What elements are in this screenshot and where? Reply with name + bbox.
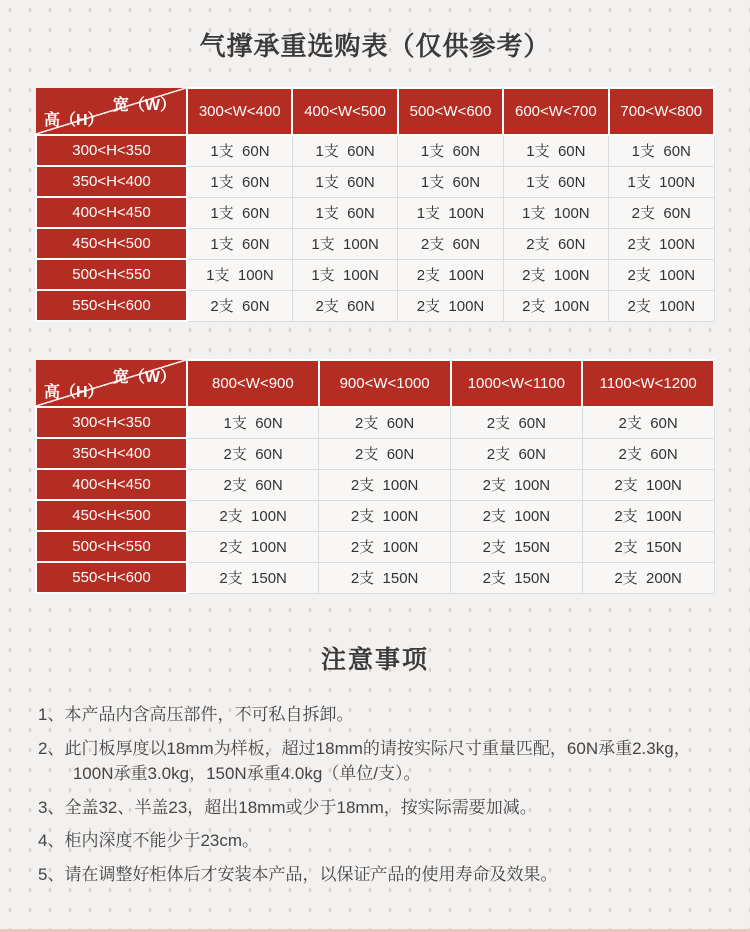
strut-spec-cell: 2支 60N [503,228,608,259]
strut-spec-cell: 2支 60N [582,438,714,469]
row-header: 550<H<600 [36,290,187,321]
height-axis-label: 高（H） [44,112,104,129]
strut-spec-cell: 2支 100N [451,500,583,531]
notes-list [38,702,716,887]
note-item: 5、请在调整好柜体后才安装本产品，以保证产品的使用寿命及效果。 [38,864,558,884]
strut-spec-cell: 2支 60N [319,438,451,469]
row-header: 500<H<550 [36,531,187,562]
table-row [36,407,714,438]
strut-spec-cell: 2支 60N [451,407,583,438]
column-header: 900<W<1000 [319,360,451,407]
table-row [36,469,714,500]
strut-spec-cell: 2支 150N [319,562,451,593]
row-header: 450<H<500 [36,500,187,531]
row-header: 400<H<450 [36,197,187,228]
strut-spec-cell: 2支 60N [609,197,714,228]
corner-header-cell [36,360,187,407]
table-row [36,562,714,593]
table-row [36,438,714,469]
width-axis-label: 宽（W） [112,369,176,386]
height-axis-label: 高（H） [44,384,104,401]
strut-spec-cell: 2支 60N [319,407,451,438]
strut-spec-cell: 2支 150N [451,531,583,562]
strut-spec-cell: 2支 100N [319,469,451,500]
column-header: 1000<W<1100 [451,360,583,407]
row-header: 300<H<350 [36,407,187,438]
column-header: 600<W<700 [503,88,608,135]
strut-spec-cell: 2支 100N [398,290,503,321]
strut-spec-cell: 1支 60N [398,135,503,166]
column-header: 400<W<500 [292,88,397,135]
strut-spec-cell: 2支 100N [187,531,319,562]
row-header: 500<H<550 [36,259,187,290]
column-header: 700<W<800 [609,88,714,135]
strut-spec-cell: 2支 60N [582,407,714,438]
strut-spec-cell: 2支 60N [187,290,292,321]
width-axis-label: 宽（W） [112,97,176,114]
note-item: 1、本产品内含高压部件，不可私自拆卸。 [38,705,354,724]
strut-spec-cell: 2支 100N [187,500,319,531]
strut-spec-cell: 1支 60N [187,135,292,166]
strut-spec-cell: 2支 100N [398,259,503,290]
strut-spec-cell: 2支 200N [582,562,714,593]
row-header: 400<H<450 [36,469,187,500]
strut-spec-cell: 1支 100N [292,259,397,290]
strut-spec-cell: 2支 100N [609,228,714,259]
strut-spec-cell: 1支 60N [187,228,292,259]
row-header: 300<H<350 [36,135,187,166]
table-row [36,500,714,531]
strut-spec-cell: 1支 60N [292,135,397,166]
strut-spec-cell: 2支 100N [319,531,451,562]
strut-spec-cell: 1支 60N [292,166,397,197]
strut-spec-cell: 2支 60N [292,290,397,321]
strut-spec-cell: 2支 60N [187,438,319,469]
strut-spec-cell: 2支 150N [187,562,319,593]
strut-spec-cell: 2支 60N [187,469,319,500]
strut-spec-cell: 1支 60N [187,197,292,228]
strut-spec-cell: 1支 100N [503,197,608,228]
row-header: 550<H<600 [36,562,187,593]
notes-section-title: 注意事项 [320,646,429,674]
note-item: 4、柜内深度不能少于23cm。 [38,831,260,850]
strut-spec-cell: 1支 60N [187,407,319,438]
strut-spec-cell: 2支 150N [582,531,714,562]
strut-spec-cell: 2支 100N [582,469,714,500]
strut-spec-cell: 2支 60N [451,438,583,469]
strut-spec-cell: 2支 100N [609,259,714,290]
table-row [36,531,714,562]
strut-spec-cell: 1支 100N [609,166,714,197]
strut-spec-cell: 2支 100N [319,500,451,531]
strut-spec-cell: 1支 60N [292,197,397,228]
column-header: 800<W<900 [187,360,319,407]
table-row [36,197,714,228]
column-header: 500<W<600 [398,88,503,135]
strut-spec-cell: 2支 100N [503,290,608,321]
page-title: 气撑承重选购表（仅供参考） [199,31,551,61]
row-header: 450<H<500 [36,228,187,259]
row-header: 350<H<400 [36,166,187,197]
strut-spec-cell: 2支 100N [503,259,608,290]
column-header: 1100<W<1200 [582,360,714,407]
strut-spec-cell: 1支 100N [187,259,292,290]
strut-spec-cell: 1支 60N [398,166,503,197]
corner-header-cell [36,88,187,135]
strut-spec-cell: 2支 100N [582,500,714,531]
table-row [36,228,714,259]
strut-spec-cell: 1支 100N [398,197,503,228]
column-header: 300<W<400 [187,88,292,135]
load-table-small-widths [35,87,715,322]
strut-spec-cell: 2支 150N [451,562,583,593]
strut-spec-cell: 1支 60N [503,135,608,166]
table-header-row [36,88,714,135]
load-table-large-widths [35,359,715,594]
table-row [36,259,714,290]
note-item: 2、此门板厚度以18mm为样板，超过18mm的请按实际尺寸重量匹配，60N承重2.3kg，100N承重3.0kg，150N承重4.0kg（单位/支）。 [38,738,691,783]
strut-spec-cell: 1支 100N [292,228,397,259]
strut-spec-cell: 1支 60N [503,166,608,197]
strut-spec-cell: 2支 100N [609,290,714,321]
row-header: 350<H<400 [36,438,187,469]
note-item: 3、全盖32、半盖23，超出18mm或少于18mm，按实际需要加减。 [38,797,537,817]
strut-spec-cell: 2支 60N [398,228,503,259]
table-header-row [36,360,714,407]
table-row [36,290,714,321]
strut-spec-cell: 2支 100N [451,469,583,500]
table-row [36,166,714,197]
strut-spec-cell: 1支 60N [609,135,714,166]
strut-spec-cell: 1支 60N [187,166,292,197]
table-row [36,135,714,166]
